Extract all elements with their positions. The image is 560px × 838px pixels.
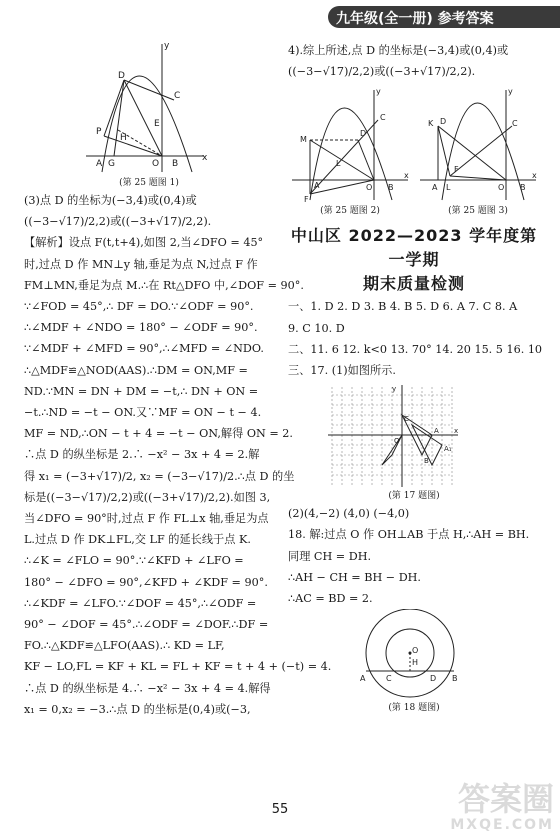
answer-line: 一、1. D 2. D 3. B 4. B 5. D 6. A 7. C 8. A <box>288 300 518 314</box>
text-line: ∴点 D 的纵坐标是 4.∴ −x² − 3x + 4 = 4.解得 <box>24 681 271 695</box>
answer-line: 9. C 10. D <box>288 321 345 335</box>
figure-17 <box>288 381 540 489</box>
svg-text:y: y <box>392 385 397 394</box>
text-line: 当∠DFO = 90°时,过点 F 作 FL⊥x 轴,垂足为点 <box>24 512 269 526</box>
svg-text:D: D <box>118 71 125 81</box>
right-column <box>288 40 543 715</box>
text-line: −t.∴ND = −t − ON.又∵MF = ON − t − 4. <box>24 406 262 420</box>
text-line: (2)(4,−2) (4,0) (−4,0) <box>288 507 410 521</box>
svg-text:x: x <box>202 153 208 163</box>
text-line: ∴∠KDF = ∠LFO.∵∠DOF = 45°,∴∠ODF = <box>24 596 257 610</box>
figure-25-2-caption: (第 25 题图 2) <box>320 206 380 217</box>
svg-text:y: y <box>376 87 381 97</box>
svg-text:y: y <box>508 87 513 97</box>
text-line: ∴△MDF≌△NOD(AAS).∴DM = ON,MF = <box>24 363 248 377</box>
svg-text:A₁: A₁ <box>444 445 452 454</box>
svg-text:C: C <box>404 415 409 424</box>
answer-line: 三、17. (1)如图所示. <box>288 364 396 378</box>
header-title: 九年级(全一册) 参考答案 <box>336 11 494 27</box>
text-line: 4).综上所述,点 D 的坐标是(−3,4)或(0,4)或 <box>288 44 509 57</box>
svg-text:H: H <box>120 133 127 143</box>
svg-text:C: C <box>386 674 392 684</box>
figure-25-3 <box>416 86 540 204</box>
figure-row-25 <box>288 86 540 218</box>
text-line: ∴∠K = ∠FLO = 90°.∵∠KFD + ∠LFO = <box>24 554 244 568</box>
svg-text:B: B <box>452 674 458 684</box>
text-line: 同理 CH = DH. <box>288 549 372 563</box>
svg-text:A: A <box>314 181 320 191</box>
text-line: ∴AH − CH = BH − DH. <box>288 570 421 584</box>
svg-text:O: O <box>498 183 505 193</box>
svg-text:y: y <box>164 41 170 51</box>
svg-text:O: O <box>412 646 419 656</box>
figure-25-3-wrap <box>416 86 540 218</box>
text-line: MF = ND,∴ON − t + 4 = −t − ON,解得 ON = 2. <box>24 427 293 441</box>
text-line: ∵∠MDF + ∠MFD = 90°,∴∠MFD = ∠NDO. <box>24 342 264 356</box>
watermark-logo <box>450 780 554 838</box>
svg-text:A: A <box>434 427 439 436</box>
svg-text:M: M <box>300 135 307 145</box>
svg-text:A: A <box>360 674 366 684</box>
page-header <box>0 0 560 28</box>
text-line: 时,过点 D 作 MN⊥y 轴,垂足为点 N,过点 F 作 <box>24 257 258 271</box>
text-line: ((−3−√17)/2,2)或((−3+√17)/2,2). <box>288 65 476 79</box>
svg-text:A: A <box>432 183 438 193</box>
text-line: 180° − ∠DFO = 90°,∠KFD + ∠KDF = 90°. <box>24 575 268 589</box>
figure-25-1 <box>24 40 274 176</box>
text-line: KF − LO,FL = KF + KL = FL + KF = t + 4 + (−t) = 4. <box>24 660 332 674</box>
text-line: ∴AC = BD = 2. <box>288 592 373 606</box>
svg-text:C: C <box>174 91 181 101</box>
text-line: ((−3−√17)/2,2)或((−3+√17)/2,2). <box>24 215 212 229</box>
svg-text:O: O <box>366 183 373 193</box>
text-line: 18. 解:过点 O 作 OH⊥AB 于点 H,∴AH = BH. <box>288 528 530 542</box>
svg-text:B: B <box>172 159 179 169</box>
svg-text:C: C <box>380 113 386 123</box>
svg-text:C: C <box>512 119 518 129</box>
figure-17-caption: (第 17 题图) <box>388 491 440 502</box>
figure-25-2 <box>288 86 412 204</box>
text-line: L.过点 D 作 DK⊥FL,交 LF 的延长线于点 K. <box>24 533 251 547</box>
svg-text:D: D <box>440 117 447 127</box>
svg-text:B: B <box>388 183 394 193</box>
section-title-2: 期末质量检测 <box>362 274 465 294</box>
svg-text:O: O <box>152 159 160 169</box>
text-line: FO.∴△KDF≌△LFO(AAS).∴ KD = LF, <box>24 639 225 653</box>
svg-text:E: E <box>154 119 160 129</box>
section-title-1: 中山区 2022—2023 学年度第一学期 <box>290 226 538 270</box>
svg-text:F: F <box>304 195 309 205</box>
svg-text:x: x <box>454 427 459 436</box>
watermark-line1: 答案圈 <box>457 780 554 818</box>
text-line: ND.∵MN = DN + DM = −t,∴ DN + ON = <box>24 384 259 398</box>
figure-25-1-caption: (第 25 题图 1) <box>119 178 179 188</box>
svg-text:A: A <box>96 159 103 169</box>
svg-text:D: D <box>360 129 367 139</box>
svg-text:K: K <box>428 119 434 129</box>
svg-text:L: L <box>446 183 451 193</box>
answer-line: 二、11. 6 12. k<0 13. 70° 14. 20 15. 5 16. 10 <box>288 342 543 356</box>
svg-text:G: G <box>108 159 115 169</box>
svg-text:B: B <box>520 183 526 193</box>
svg-text:H: H <box>412 658 419 668</box>
text-line: ∵∠FOD = 45°,∴ DF = DO.∵∠ODF = 90°. <box>24 300 254 314</box>
svg-text:B: B <box>424 457 429 466</box>
text-line: 90° − ∠DOF = 45°.∴∠ODF = ∠DOF.∴DF = <box>24 618 269 632</box>
text-line: (3)点 D 的坐标为(−3,4)或(0,4)或 <box>24 194 197 207</box>
svg-text:L: L <box>336 159 341 169</box>
svg-text:P: P <box>96 127 102 137</box>
svg-text:x: x <box>532 171 537 181</box>
text-line: ∴∠MDF + ∠NDO = 180° − ∠ODF = 90°. <box>24 321 258 335</box>
svg-text:x: x <box>404 171 409 181</box>
text-line: ∴点 D 的纵坐标是 2.∴ −x² − 3x + 4 = 2.解 <box>24 448 260 462</box>
figure-18-caption: (第 18 题图) <box>388 703 440 714</box>
text-line: x₁ = 0,x₂ = −3.∴点 D 的坐标是(0,4)或(−3, <box>24 702 251 716</box>
text-line: 【解析】设点 F(t,t+4),如图 2,当∠DFO = 45° <box>24 236 264 250</box>
figure-18 <box>288 609 540 701</box>
text-line: 得 x₁ = (−3+√17)/2, x₂ = (−3−√17)/2.∴点 D 的坐 <box>24 469 295 483</box>
text-line: 标是((−3−√17)/2,2)或((−3+√17)/2,2).如图 3, <box>24 490 271 504</box>
svg-text:F: F <box>454 165 459 175</box>
page-number: 55 <box>271 802 289 817</box>
watermark-line2: MXQE.COM <box>450 817 554 833</box>
text-line: FM⊥MN,垂足为点 M.∴在 Rt△DFO 中,∠DOF = 90°. <box>24 278 304 292</box>
figure-25-3-caption: (第 25 题图 3) <box>448 206 508 217</box>
figure-25-2-wrap <box>288 86 412 218</box>
svg-text:D: D <box>430 674 437 684</box>
svg-text:O: O <box>394 437 400 446</box>
